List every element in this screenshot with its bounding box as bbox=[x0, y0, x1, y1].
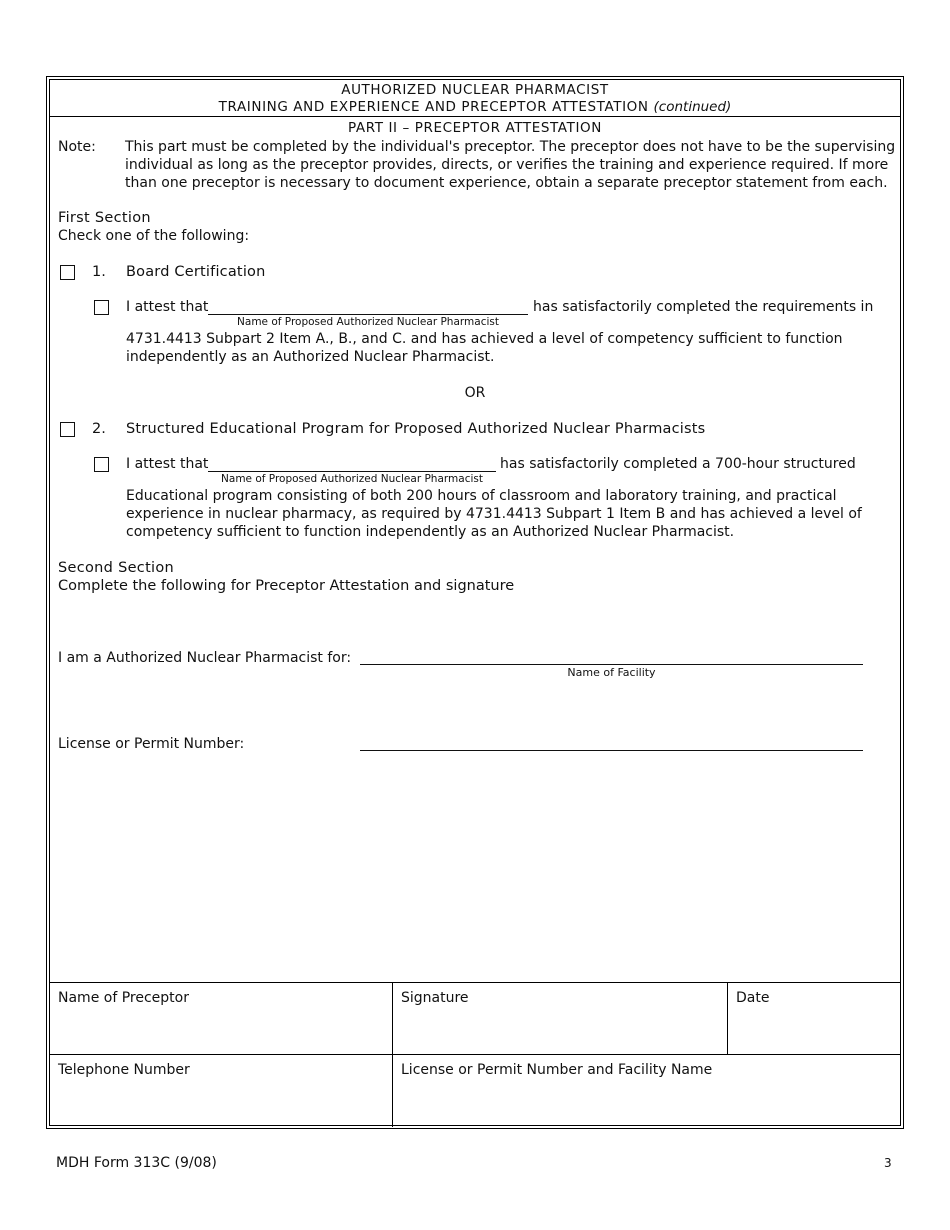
option1-attest-prefix: I attest that bbox=[126, 299, 209, 315]
signature-table-row bbox=[50, 1055, 900, 1127]
form-title-line2 bbox=[50, 99, 900, 116]
date-label: Date bbox=[736, 990, 770, 1006]
form-title-line1: AUTHORIZED NUCLEAR PHARMACIST bbox=[341, 82, 609, 98]
preceptor-attestation-section bbox=[50, 120, 900, 982]
date-cell[interactable] bbox=[728, 983, 900, 1054]
note-text: This part must be completed by the individual's preceptor. The preceptor does not have to be the supervising individual as long as the preceptor provides, directs, or verifies the training and experience required. If more than one preceptor is necessary to document experience, obtain a separate preceptor statement from each. bbox=[125, 139, 896, 191]
first-section-title: First Section bbox=[58, 210, 151, 226]
option1-number: 1. bbox=[92, 264, 106, 280]
signature-table-row bbox=[50, 983, 900, 1055]
board-certification-checkbox[interactable] bbox=[60, 265, 75, 280]
preceptor-name-label: Name of Preceptor bbox=[58, 990, 189, 1006]
page-number: 3 bbox=[884, 1156, 892, 1170]
license-number-label: License or Permit Number: bbox=[58, 736, 245, 752]
signature-cell[interactable] bbox=[393, 983, 728, 1054]
facility-label: I am a Authorized Nuclear Pharmacist for: bbox=[58, 650, 352, 666]
option2-pharmacist-name-field[interactable] bbox=[208, 471, 496, 472]
facility-caption: Name of Facility bbox=[567, 666, 656, 679]
option1-pharmacist-name-field[interactable] bbox=[208, 314, 528, 315]
option2-attest-prefix: I attest that bbox=[126, 456, 209, 472]
option2-attest-checkbox[interactable] bbox=[94, 457, 109, 472]
option2-number: 2. bbox=[92, 421, 106, 437]
structured-program-checkbox[interactable] bbox=[60, 422, 75, 437]
preceptor-name-cell[interactable] bbox=[50, 983, 393, 1054]
option2-label: Structured Educational Program for Proposed Authorized Nuclear Pharmacists bbox=[126, 421, 706, 437]
option1-label: Board Certification bbox=[126, 264, 266, 280]
license-facility-label: License or Permit Number and Facility Name bbox=[401, 1062, 713, 1078]
part-title: PART II – PRECEPTOR ATTESTATION bbox=[348, 120, 602, 136]
second-section-title: Second Section bbox=[58, 560, 175, 576]
form-id: MDH Form 313C (9/08) bbox=[56, 1155, 217, 1171]
license-number-field[interactable] bbox=[360, 750, 863, 751]
option2-attest-continuation: Educational program consisting of both 200 hours of classroom and laboratory training, and practical experience in nuclear pharmacy, as required by 4731.4413 Subpart 1 Item B and has achieved a level of competency sufficient to function independently as an Authorized Nuclear Pharmacist. bbox=[126, 488, 862, 540]
form-outer-border bbox=[46, 76, 904, 1129]
or-separator: OR bbox=[464, 385, 486, 401]
signature-label: Signature bbox=[401, 990, 469, 1006]
option1-name-caption: Name of Proposed Authorized Nuclear Pharmacist bbox=[237, 316, 499, 328]
option2-attest-suffix: has satisfactorily completed a 700-hour structured bbox=[500, 456, 856, 472]
option1-attest-continuation: 4731.4413 Subpart 2 Item A., B., and C. and has achieved a level of competency sufficient to function independently as an Authorized Nuclear Pharmacist. bbox=[126, 331, 843, 365]
first-section-instruction: Check one of the following: bbox=[58, 228, 250, 244]
facility-name-field[interactable] bbox=[360, 664, 863, 665]
form-title-line2-text: TRAINING AND EXPERIENCE AND PRECEPTOR ATTESTATION bbox=[218, 99, 649, 115]
continued-label: (continued) bbox=[653, 99, 732, 115]
option1-attest-checkbox[interactable] bbox=[94, 300, 109, 315]
signature-table bbox=[50, 982, 900, 1127]
option1-attest-suffix: has satisfactorily completed the requirements in bbox=[533, 299, 874, 315]
option2-name-caption: Name of Proposed Authorized Nuclear Pharmacist bbox=[221, 473, 483, 485]
license-facility-cell[interactable] bbox=[393, 1055, 900, 1127]
form-inner-border bbox=[49, 79, 901, 1126]
second-section-instruction: Complete the following for Preceptor Attestation and signature bbox=[58, 578, 515, 594]
note-label: Note: bbox=[58, 139, 96, 155]
telephone-label: Telephone Number bbox=[58, 1062, 190, 1078]
form-header bbox=[50, 80, 900, 117]
telephone-cell[interactable] bbox=[50, 1055, 393, 1127]
